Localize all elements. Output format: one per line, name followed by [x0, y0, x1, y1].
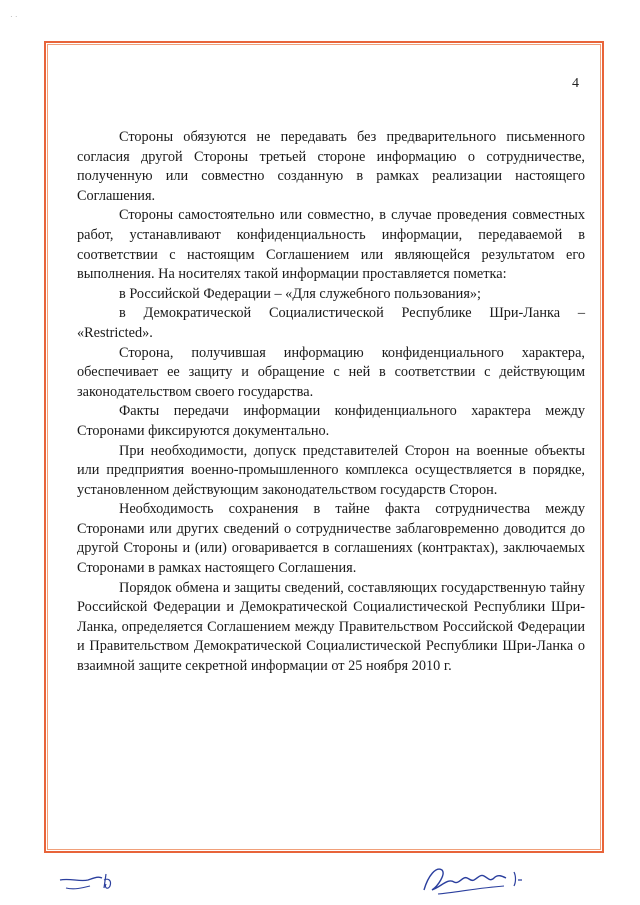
paragraph: Стороны обязуются не передавать без предварительного письменного согласия другой Стороны третьей стороне информацию о сотрудничестве, полученную или совместно созданную в рамках реализации настоящего Соглашения. [77, 129, 585, 204]
document-body [77, 128, 585, 677]
handwritten-signature-icon [418, 856, 538, 900]
scan-marks: · · [10, 12, 18, 21]
paragraph: Сторона, получившая информацию конфиденциального характера, обеспечивает ее защиту и обращение с ней в соответствии с действующим законодательством своего государства. [77, 344, 585, 400]
paragraph: При необходимости, допуск представителей Сторон на военные объекты или предприятия военно-промышленного комплекса осуществляется в порядке, установленном действующим законодательством государств Сторон. [77, 442, 585, 498]
paragraph: Факты передачи информации конфиденциального характера между Сторонами фиксируются документально. [77, 403, 585, 439]
paragraph: в Демократической Социалистической Республике Шри-Ланка – «Restricted». [77, 305, 585, 341]
paragraph: Необходимость сохранения в тайне факта сотрудничества между Сторонами или других сведений о сотрудничестве заблаговременно доводится до другой Стороны и (или) оговаривается в соглашениях (контрактах), заключаемых Сторонами в рамках настоящего Соглашения. [77, 501, 585, 577]
paragraph: в Российской Федерации – «Для служебного пользования»; [119, 285, 482, 302]
page-number: 4 [572, 76, 579, 91]
paragraph: Стороны самостоятельно или совместно, в случае проведения совместных работ, устанавливают конфиденциальность информации, передаваемой в соответствии с настоящим Соглашением или являющейся результатом его выполнения. На носителях такой информации проставляется пометка: [77, 207, 585, 283]
paragraph: Порядок обмена и защиты сведений, составляющих государственную тайну Российской Федерации и Демократической Социалистической Республики Шри-Ланка, определяется Соглашением между Правительством Российской Федерации и Правительством Демократической Социалистической Республики Шри-Ланка о взаимной защите секретной информации от 25 ноября 2010 г. [77, 579, 585, 675]
handwritten-initial-icon [58, 868, 128, 894]
